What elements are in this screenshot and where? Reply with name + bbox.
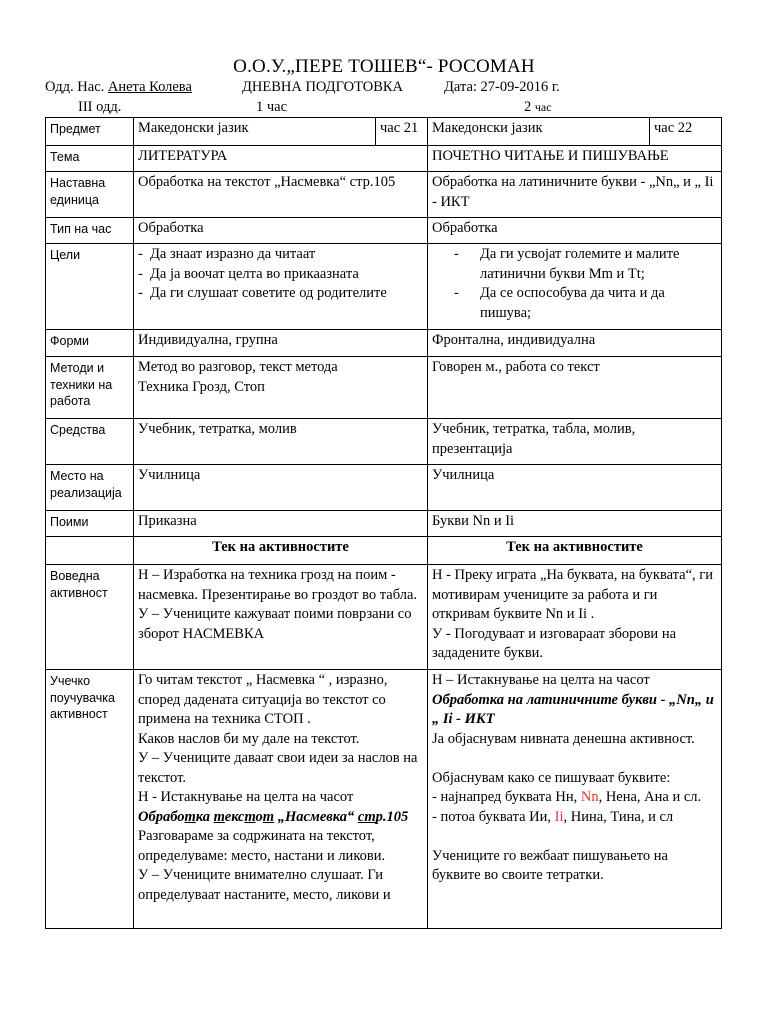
methods-lesson-2: Говорен м., работа со текст bbox=[428, 357, 722, 419]
label-subject: Предмет bbox=[46, 118, 134, 146]
methods-line: Техника Грозд, Стоп bbox=[138, 378, 265, 395]
row-concepts bbox=[46, 511, 722, 537]
label-main-activity: Учечко поучувачка активност bbox=[46, 670, 134, 929]
label-type: Тип на час bbox=[46, 218, 134, 244]
methods-line: Метод во разговор, текст метода bbox=[138, 359, 338, 375]
methods-lesson-1 bbox=[134, 357, 428, 419]
row-goals bbox=[46, 244, 722, 330]
topic-lesson-2: ПОЧЕТНО ЧИТАЊЕ И ПИШУВАЊЕ bbox=[428, 146, 722, 172]
date: Дата: 27-09-2016 г. bbox=[444, 79, 560, 95]
row-type bbox=[46, 218, 722, 244]
intro-lesson-1 bbox=[134, 565, 428, 670]
row-subject bbox=[46, 118, 722, 146]
spacer bbox=[432, 749, 717, 769]
place-lesson-2: Училница bbox=[428, 465, 722, 511]
row-flow-header bbox=[46, 537, 722, 565]
main-paragraph: Го читам текстот „ Насмевка “ , изразно, според дадената ситуација во текстот со примена на техника СТОП . bbox=[138, 672, 388, 727]
school-title: О.О.У.„ПЕРЕ ТОШЕВ“- РОСОМАН bbox=[233, 56, 535, 77]
lesson-1-label: 1 час bbox=[256, 99, 288, 115]
lesson-plan-table bbox=[45, 117, 722, 929]
goal-item: - Да се оспособува да чита и да пишува; bbox=[454, 284, 717, 323]
type-lesson-1: Обработка bbox=[134, 218, 428, 244]
concepts-lesson-1: Приказна bbox=[134, 511, 428, 537]
letter-example: - најнапред буквата Нн, Nn, Нена, Ана и сл. bbox=[432, 789, 702, 805]
latin-letter-i: Ii bbox=[554, 808, 564, 825]
resources-lesson-1: Учебник, тетратка, молив bbox=[134, 419, 428, 465]
row-methods bbox=[46, 357, 722, 419]
label-goals: Цели bbox=[46, 244, 134, 330]
lesson-2-number: 2 bbox=[524, 99, 532, 115]
row-unit bbox=[46, 172, 722, 218]
teacher-line bbox=[45, 79, 192, 96]
goals-list-1 bbox=[138, 245, 423, 304]
row-forms bbox=[46, 330, 722, 357]
teacher-name: Анета Колева bbox=[107, 79, 192, 95]
goals-lesson-1 bbox=[134, 244, 428, 330]
lesson-2-label bbox=[524, 99, 552, 116]
main-paragraph: Разговараме за содржината на текстот, определуваме: место, настани и ликови. bbox=[138, 828, 386, 864]
topic-lesson-1: ЛИТЕРАТУРА bbox=[134, 146, 428, 172]
flow-header-1: Тек на активностите bbox=[134, 537, 428, 565]
hour-lesson-2: час 22 bbox=[650, 118, 722, 146]
label-forms: Форми bbox=[46, 330, 134, 357]
row-place bbox=[46, 465, 722, 511]
main-paragraph: У – Учениците даваат свои идеи за наслов на текстот. bbox=[138, 750, 418, 786]
lesson-title-emphasis: Обработка на латиничните букви - „Nn„ и „ Ii - ИКТ bbox=[432, 691, 714, 727]
place-lesson-1: Училница bbox=[134, 465, 428, 511]
main-paragraph: Н – Истакнување на целта на часот bbox=[432, 672, 650, 688]
letter-example: - потоа буквата Ии, Ii, Нина, Тина, и сл bbox=[432, 808, 674, 825]
main-paragraph: У – Учениците внимателно слушаат. Ги определуваат настаните, место, ликови и bbox=[138, 867, 391, 903]
main-paragraph: Ја објаснувам нивната денешна активност. bbox=[432, 730, 695, 747]
flow-header-2: Тек на активностите bbox=[428, 537, 722, 565]
row-intro bbox=[46, 565, 722, 670]
goals-list-2 bbox=[432, 245, 717, 323]
doc-type: ДНЕВНА ПОДГОТОВКА bbox=[242, 79, 404, 95]
label-empty bbox=[46, 537, 134, 565]
spacer bbox=[432, 827, 717, 847]
concepts-lesson-2: Букви Nn и Ii bbox=[428, 511, 722, 537]
label-methods: Методи и техники на работа bbox=[46, 357, 134, 419]
label-unit: Наставна единица bbox=[46, 172, 134, 218]
main-lesson-1 bbox=[134, 670, 428, 929]
main-paragraph: Н - Истакнување на целта на часот bbox=[138, 789, 354, 805]
resources-lesson-2: Учебник, тетратка, табла, молив, презентација bbox=[428, 419, 722, 465]
unit-lesson-1: Обработка на текстот „Насмевка“ стр.105 bbox=[134, 172, 428, 218]
unit-lesson-2: Обработка на латиничните букви - „Nn„ и „ Ii - ИКТ bbox=[428, 172, 722, 218]
intro-paragraph: У - Погодуваат и изговараат зборови на зададените букви. bbox=[432, 625, 677, 661]
row-main-activity bbox=[46, 670, 722, 929]
type-lesson-2: Обработка bbox=[428, 218, 722, 244]
forms-lesson-2: Фронтална, индивидуална bbox=[428, 330, 722, 357]
goals-lesson-2 bbox=[428, 244, 722, 330]
intro-paragraph: Н – Изработка на техника грозд на поим - насмевка. Презентирање во гроздот во табла. bbox=[138, 567, 418, 603]
intro-paragraph: Н - Преку играта „На буквата, на буквата“, ги мотивирам учениците за работа и ги откривам буквите Nn и Ii . bbox=[432, 567, 714, 622]
goal-item: - Да знаат изразно да читаат bbox=[138, 245, 423, 265]
main-lesson-2 bbox=[428, 670, 722, 929]
label-intro: Воведна активност bbox=[46, 565, 134, 670]
goal-item: - Да ја воочат целта во прикаазната bbox=[138, 265, 423, 285]
subject-lesson-1: Македонски јазик bbox=[134, 118, 376, 146]
label-place: Место на реализација bbox=[46, 465, 134, 511]
intro-paragraph: У – Учениците кажуваат поими поврзани со зборот НАСМЕВКА bbox=[138, 606, 412, 642]
hour-lesson-1: час 21 bbox=[376, 118, 428, 146]
goal-item: - Да ги слушаат советите од родителите bbox=[138, 284, 423, 304]
label-concepts: Поими bbox=[46, 511, 134, 537]
grade: III одд. bbox=[78, 99, 122, 115]
main-paragraph: Објаснувам како се пишуваат буквите: bbox=[432, 769, 671, 786]
lesson-2-word: час bbox=[534, 100, 552, 114]
goal-item: - Да ги усвојат големите и малите латинични букви Mm и Tt; bbox=[454, 245, 717, 284]
row-resources bbox=[46, 419, 722, 465]
label-topic: Тема bbox=[46, 146, 134, 172]
row-topic bbox=[46, 146, 722, 172]
main-paragraph: Учениците го вежбаат пишувањето на буквите во своите тетратки. bbox=[432, 847, 668, 883]
latin-letter-n: Nn bbox=[580, 789, 599, 805]
forms-lesson-1: Индивидуална, групна bbox=[134, 330, 428, 357]
teacher-label: Одд. Нас. bbox=[45, 79, 105, 95]
main-paragraph: Каков наслов би му дале на текстот. bbox=[138, 730, 360, 747]
label-resources: Средства bbox=[46, 419, 134, 465]
lesson-title-emphasis: Обработка текстот „Насмевка“ стр.105 bbox=[138, 808, 409, 825]
intro-lesson-2 bbox=[428, 565, 722, 670]
subject-lesson-2: Македонски јазик bbox=[428, 118, 650, 146]
